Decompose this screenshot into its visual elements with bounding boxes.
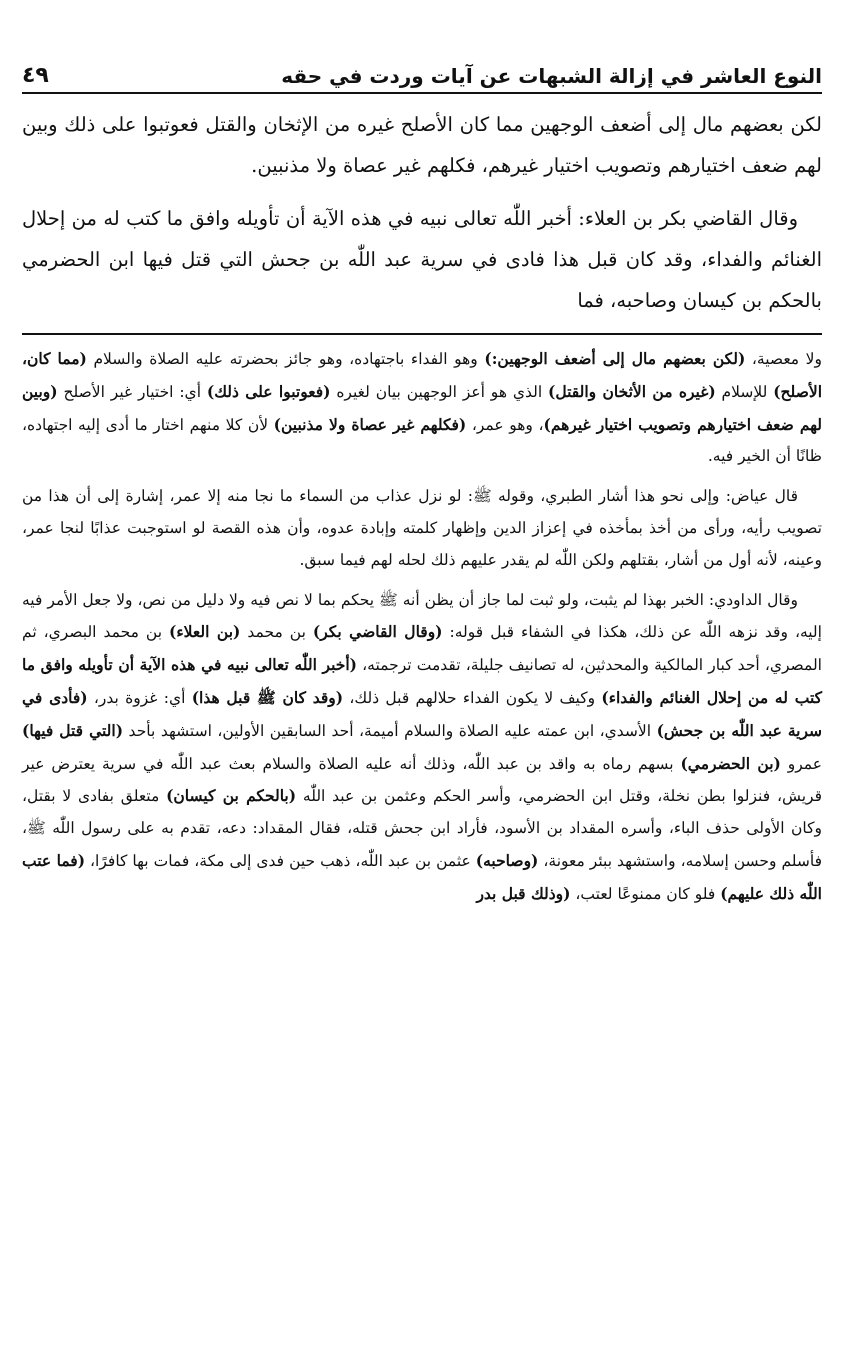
commentary-text: الأسدي، ابن عمته عليه الصلاة والسلام أميمة، أحد السابقين الأولين، استشهد بأحد	[123, 721, 657, 740]
commentary-text: بن محمد	[240, 623, 313, 642]
running-title: النوع العاشر في إزالة الشبهات عن آيات وردت في حقه	[281, 64, 822, 88]
quoted-main-text: (فعوتبوا على ذلك)	[206, 381, 331, 401]
quoted-main-text: (فما عتب اللّٰه ذلك عليهم)	[22, 850, 822, 903]
main-text	[22, 104, 822, 321]
quoted-main-text: (مما كان، الأصلح)	[22, 349, 822, 401]
book-page	[22, 42, 822, 919]
quoted-main-text: (بن العلاء)	[169, 622, 241, 642]
quoted-main-text: (التي قتل فيها)	[22, 720, 124, 740]
commentary-paragraph-1	[22, 343, 822, 473]
quoted-main-text: (فكلهم غير عصاة ولا مذنبين)	[273, 414, 467, 434]
commentary-text: قال عياض: وإلى نحو هذا أشار الطبري، وقوله ﷺ: لو نزل عذاب من السماء ما نجا منه إلا عمر، إشارة إلى أن هذا من تصويب رأيه، ورأى من أخذ بمأخذه في إعزاز الدين وإظهار كلمته وإبادة عدوه، وأن هذه القصة لو استوجبت عذابًا لنجا عمر، وعينه، لأنه أول من أشار، بقتلهم ولكن اللّٰه لم يقدر عليهم ذلك لحله لهم فيما سبق.	[22, 487, 822, 569]
page-number: ٤٩	[22, 63, 49, 88]
quoted-main-text: (بن الحضرمي)	[680, 753, 781, 773]
commentary-text: أي: غزوة بدر،	[87, 688, 192, 707]
commentary-text: بسهم رماه به واقد بن عبد اللّٰه، وذلك أنه عليه الصلاة والسلام بعث عبد اللّٰه في سرية يعترض عير قريش، فنزلوا بطن نخلة، وقتل ابن الحضرمي، وأسر الحكم وعثمن بن عبد اللّٰه	[22, 754, 822, 806]
commentary-text: ولا معصية،	[745, 350, 823, 368]
commentary-text: الذي هو أعز الوجهين بيان لغيره	[330, 382, 549, 401]
quoted-main-text: (أخبر اللّٰه تعالى نبيه في هذه الآية أن تأويله وافق ما كتب له من إحلال الغنائم والفداء)	[22, 655, 822, 707]
footnote-divider	[22, 333, 822, 335]
main-paragraph-2: وقال القاضي بكر بن العلاء: أخبر اللّٰه تعالى نبيه في هذه الآية أن تأويله وافق ما كتب له من إحلال الغنائم والفداء، وقد كان قبل هذا فادى في سرية عبد اللّٰه بن جحش التي قتل فيها ابن الحضرمي بالحكم بن كيسان وصاحبه، فما	[22, 207, 822, 312]
quoted-main-text: (فأدى في سرية عبد اللّٰه بن جحش)	[22, 687, 822, 740]
commentary-text: عثمن بن عبد اللّٰه، ذهب حين فدى إلى مكة، فمات بها كافرًا،	[85, 851, 476, 870]
quoted-main-text: (لكن بعضهم مال إلى أضعف الوجهين:)	[484, 349, 746, 368]
page-header	[22, 42, 822, 94]
commentary-text: عمرو	[780, 754, 822, 773]
commentary-text: أي: اختيار غير الأصلح	[57, 382, 207, 401]
commentary-text: وقال الداودي: الخبر بهذا لم يثبت، ولو ثبت لما جاز أن يظن أنه ﷺ يحكم بما لا نص فيه ولا دليل من نص، ولا جعل الأمر فيه إليه، وقد نزهه اللّٰه عن ذلك، هكذا في الشفاء قبل قوله:	[22, 590, 822, 642]
commentary-text: بن محمد البصري، ثم المصري، أحد كبار المالكية والمحدثين، له تصانيف جليلة، تقدمت ترجمته،	[22, 623, 822, 675]
quoted-main-text: (بالحكم بن كيسان)	[166, 786, 297, 806]
quoted-main-text: (غيره من الأثخان والقتل)	[548, 381, 716, 401]
quoted-main-text: (وقال القاضي بكر)	[312, 622, 443, 642]
quoted-main-text: (وبين لهم ضعف اختيارهم وتصويب اختيار غيرهم)	[22, 381, 822, 434]
commentary-paragraph-2	[22, 481, 822, 576]
commentary-paragraph-3	[22, 585, 822, 911]
commentary	[22, 343, 822, 911]
commentary-text: وهو الفداء باجتهاده، وهو جائز بحضرته عليه الصلاة والسلام	[86, 350, 485, 368]
quoted-main-text: (وصاحبه)	[475, 850, 539, 870]
commentary-text: ، وهو عمر،	[466, 415, 544, 434]
commentary-text: متعلق بفادى لا بقتل، وكان الأولى حذف الباء، وأسره المقداد بن الأسود، فأراد ابن جحش قتله، فقال المقداد: دعه، تقدم به على رسول اللّٰه ﷺ، فأسلم وحسن إسلامه، واستشهد ببئر معونة،	[22, 787, 823, 870]
quoted-main-text: (وقد كان ﷺ قبل هذا)	[191, 687, 344, 707]
commentary-text: للإسلام	[715, 382, 774, 401]
commentary-text: وكيف لا يكون الفداء حلالهم قبل ذلك،	[343, 688, 602, 707]
quoted-main-text: (وذلك قبل بدر	[476, 883, 571, 903]
main-paragraph-1: لكن بعضهم مال إلى أضعف الوجهين مما كان الأصلح غيره من الإثخان والقتل فعوتبوا على ذلك وبين لهم ضعف اختيارهم وتصويب اختيار غيرهم، فكلهم غير عصاة ولا مذنبين.	[22, 113, 822, 177]
commentary-text: فلو كان ممنوعًا لعتب،	[570, 884, 721, 903]
commentary-text: لأن كلا منهم اختار ما أدى إليه اجتهاده، ظانًا أن الخير فيه.	[22, 415, 822, 466]
